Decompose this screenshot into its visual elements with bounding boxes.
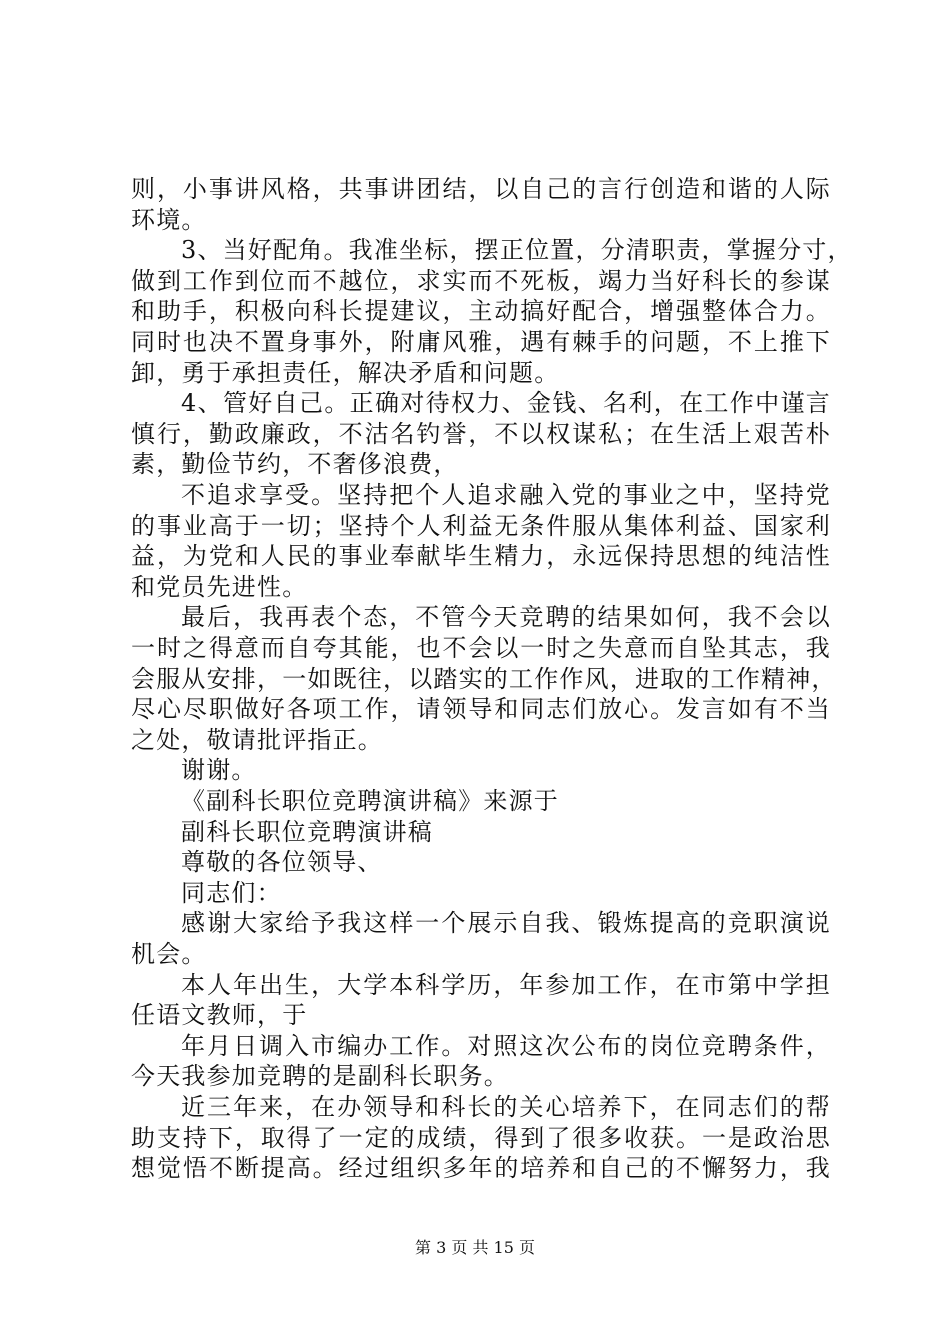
text-line: 的事业高于一切；坚持个人利益无条件服从集体利益、国家利 <box>131 511 831 540</box>
text-line: 机会。 <box>131 940 207 968</box>
text-line: 不追求享受。坚持把个人追求融入党的事业之中，坚持党 <box>181 481 831 509</box>
text-line: 和党员先进性。 <box>131 572 308 601</box>
text-line: 会服从安排，一如既往，以踏实的工作作风，进取的工作精神， <box>131 664 837 693</box>
text-line: 今天我参加竞聘的是副科长职务。 <box>131 1062 509 1091</box>
text-line: 一时之得意而自夸其能，也不会以一时之失意而自坠其志，我 <box>131 634 831 662</box>
text-line: 慎行，勤政廉政，不沽名钓誉，不以权谋私；在生活上艰苦朴 <box>131 419 831 448</box>
text-line: 则，小事讲风格，共事讲团结，以自己的言行创造和谐的人际 <box>131 175 831 203</box>
text-line: 最后，我再表个态，不管今天竞聘的结果如何，我不会以 <box>181 603 831 632</box>
text-line: 尽心尽职做好各项工作，请领导和同志们放心。发言如有不当 <box>131 695 831 724</box>
text-line: 年月日调入市编办工作。对照这次公布的岗位竞聘条件， <box>181 1031 831 1060</box>
text-line: 任语文教师，于 <box>131 1001 308 1030</box>
text-line: 尊敬的各位领导、 <box>181 848 383 877</box>
text-line: 4、管好自己。正确对待权力、金钱、名利，在工作中谨言 <box>181 389 831 418</box>
page-number-footer: 第 3 页 共 15 页 <box>415 1238 535 1257</box>
text-line: 和助手，积极向科长提建议，主动搞好配合，增强整体合力。 <box>131 297 831 326</box>
text-line: 同志们： <box>181 878 282 907</box>
text-line: 环境。 <box>131 205 207 234</box>
text-line: 本人年出生，大学本科学历，年参加工作，在市第中学担 <box>181 970 831 999</box>
text-line: 副科长职位竞聘演讲稿 <box>181 817 433 846</box>
text-line: 同时也决不置身事外，附庸风雅，遇有棘手的问题，不上推下 <box>131 328 831 356</box>
text-line: 卸，勇于承担责任，解决矛盾和问题。 <box>131 358 560 387</box>
text-line: 助支持下，取得了一定的成绩，得到了很多收获。一是政治思 <box>131 1123 831 1152</box>
text-line: 做到工作到位而不越位，求实而不死板，竭力当好科长的参谋 <box>131 266 831 295</box>
text-line: 益，为党和人民的事业奉献毕生精力，永远保持思想的纯洁性 <box>131 542 831 571</box>
text-line: 感谢大家给予我这样一个展示自我、锻炼提高的竞职演说 <box>181 909 831 938</box>
text-line: 想觉悟不断提高。经过组织多年的培养和自己的不懈努力，我 <box>131 1154 831 1183</box>
text-line: 近三年来，在办领导和科长的关心培养下，在同志们的帮 <box>181 1093 831 1121</box>
text-line: 素，勤俭节约，不奢侈浪费， <box>131 450 459 479</box>
text-line: 之处，敬请批评指正。 <box>131 725 383 754</box>
text-line: 3、当好配角。我准坐标，摆正位置，分清职责，掌握分寸， <box>181 236 853 265</box>
text-line: 《副科长职位竞聘演讲稿》来源于 <box>181 787 559 815</box>
text-line: 谢谢。 <box>181 756 257 785</box>
